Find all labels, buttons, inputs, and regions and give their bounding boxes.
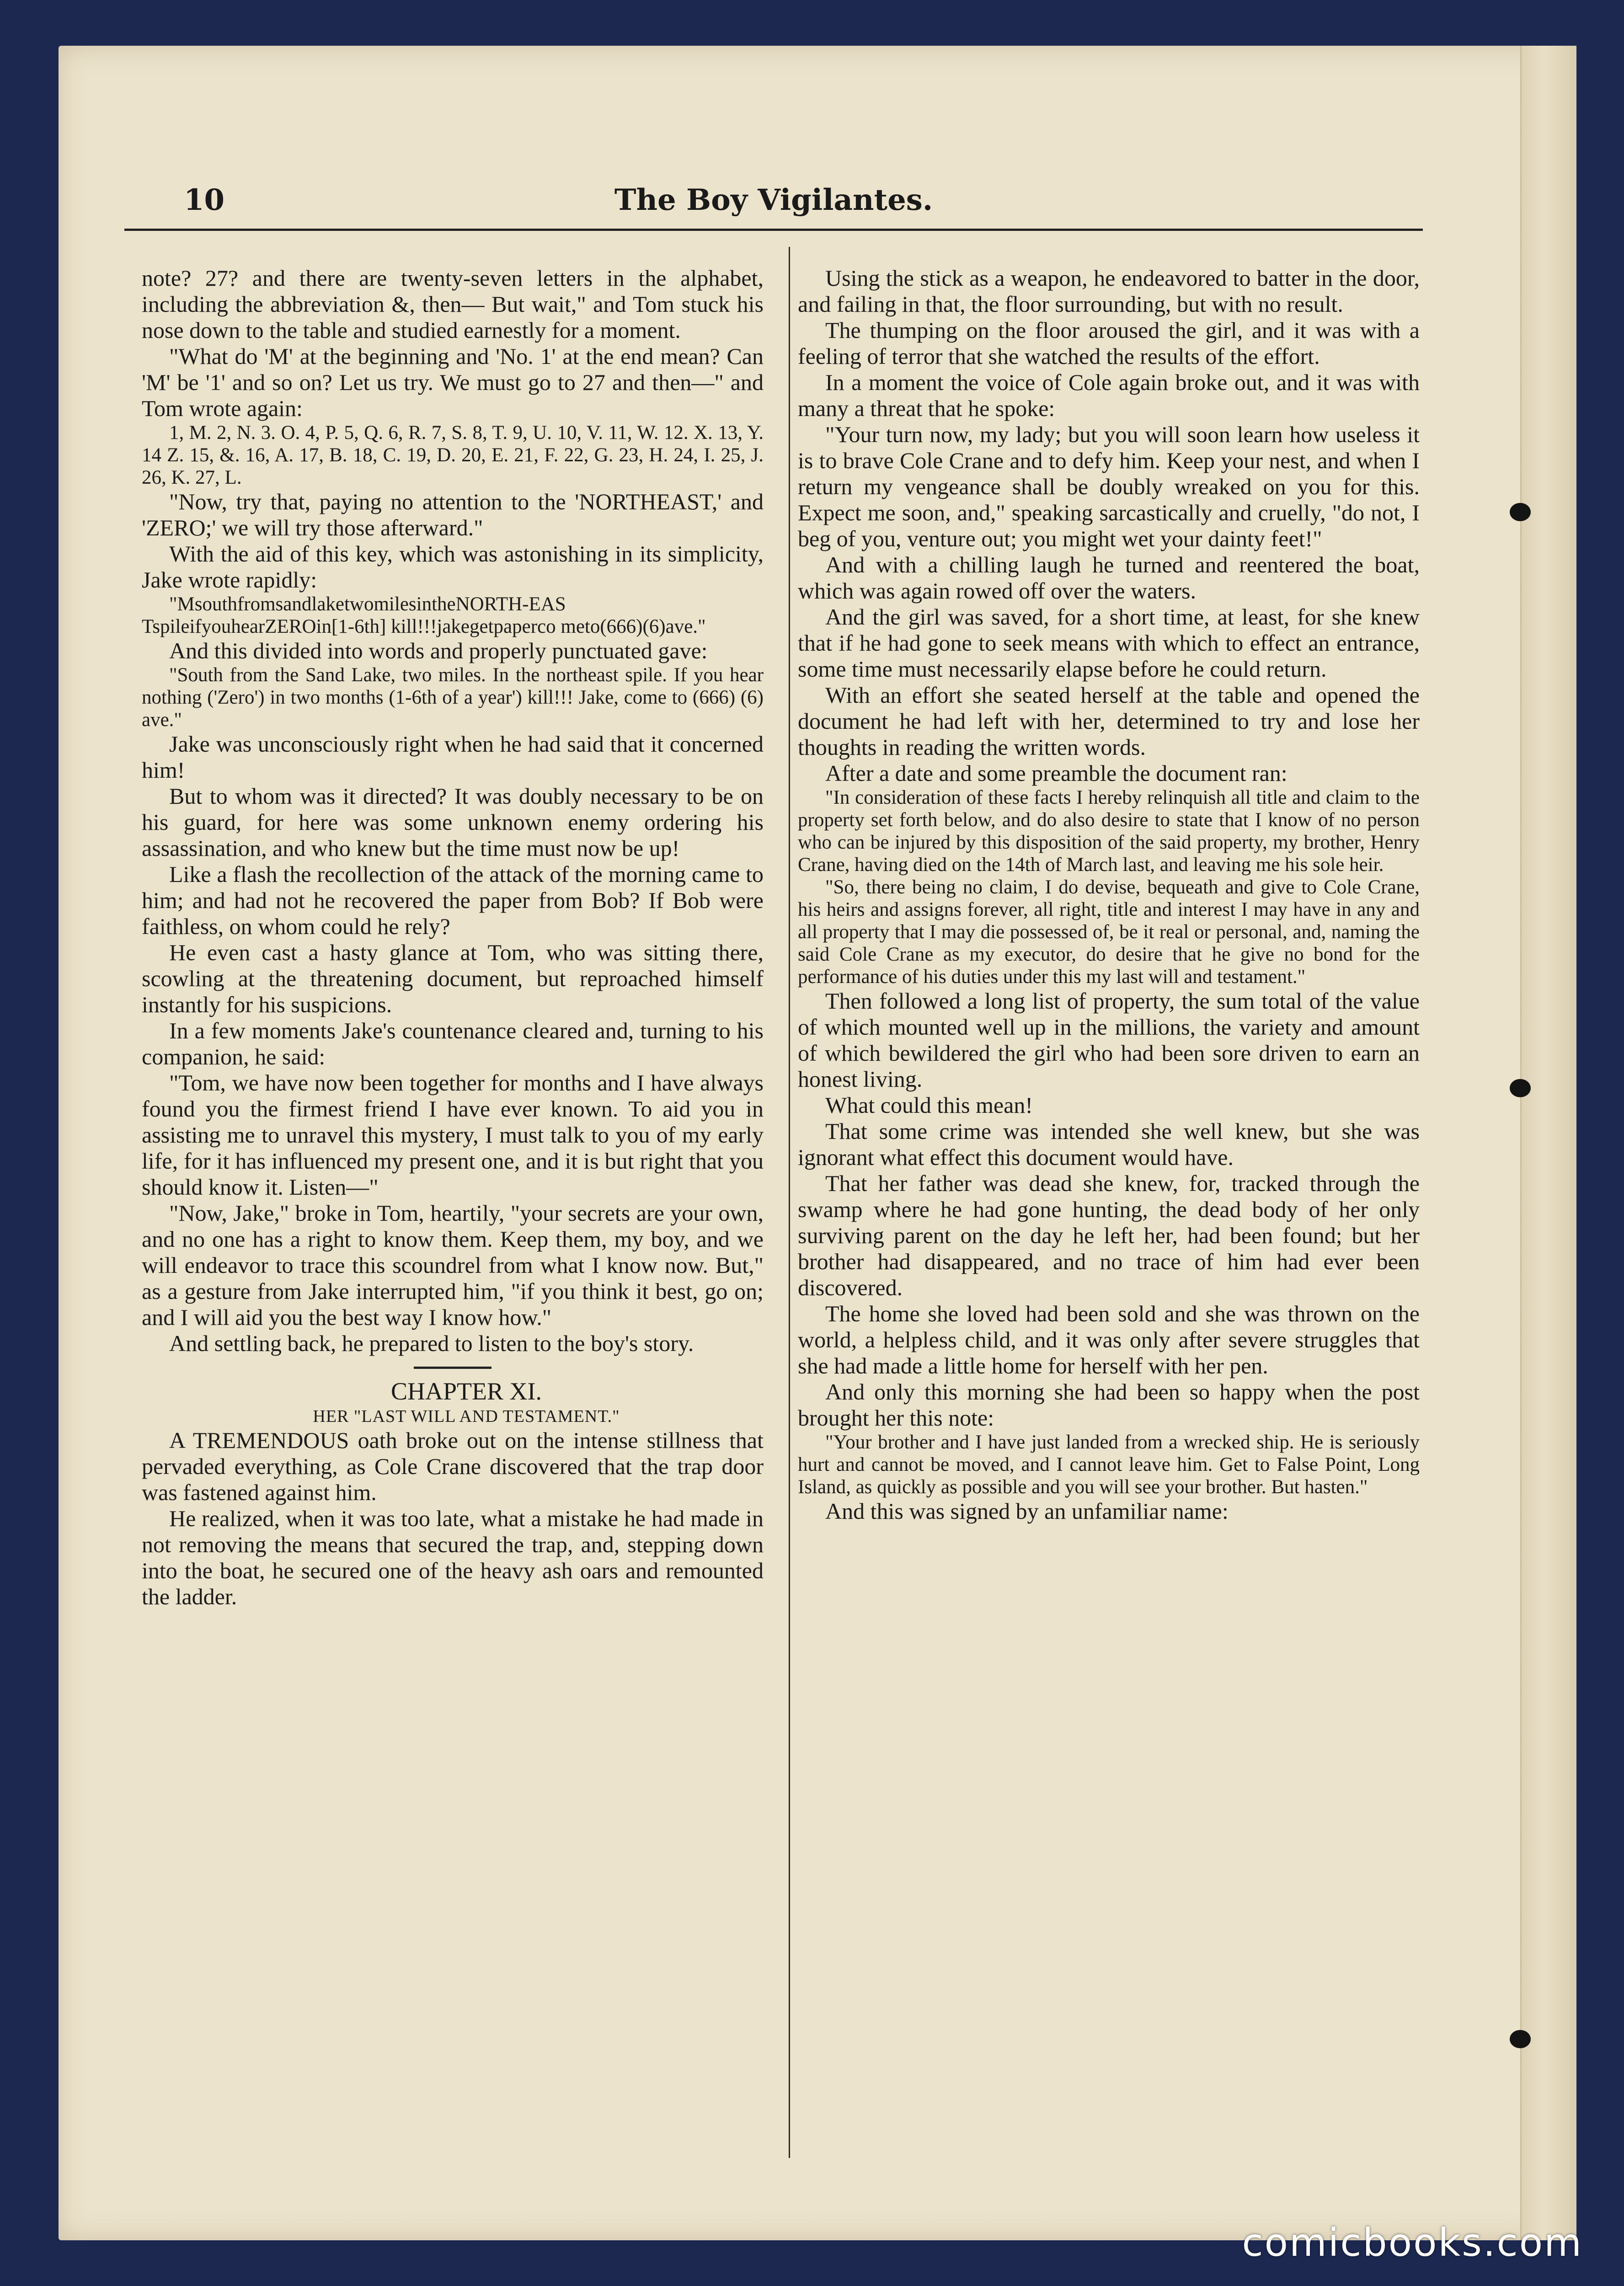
paragraph: That some crime was intended she well knew, but she was ignorant what effect this document would have.	[798, 1118, 1420, 1170]
paragraph: But to whom was it directed? It was doubly necessary to be on his guard, for here was some unknown enemy ordering his assassination, and who knew but the time must now be up!	[142, 783, 764, 861]
paragraph: "Now, Jake," broke in Tom, heartily, "your secrets are your own, and no one has a right to know them. Keep them, my boy, and we will endeavor to trace this scoundrel from what I know now. But," as a gesture from Jake interrupted him, "if you think it best, go on; and I will aid you the best way I know how."	[142, 1200, 764, 1330]
cipher-key: 1, M. 2, N. 3. O. 4, P. 5, Q. 6, R. 7, S. 8, T. 9, U. 10, V. 11, W. 12. X. 13, Y. 14 Z. 15, &. 16, A. 17, B. 18, C. 19, D. 20, E. 21, F. 22, G. 23, H. 24, I. 25, J. 26, K. 27, L.	[142, 422, 764, 488]
paragraph: And this divided into words and properly punctuated gave:	[169, 638, 708, 663]
paragraph: In a few moments Jake's countenance cleared and, turning to his companion, he said:	[142, 1018, 764, 1069]
paragraph: The thumping on the floor aroused the girl, and it was with a feeling of terror that she watched the results of the effort.	[798, 317, 1420, 369]
page-number: 10	[184, 183, 225, 217]
chapter-subtitle: HER "LAST WILL AND TESTAMENT."	[313, 1407, 620, 1426]
paragraph: After a date and some preamble the document ran:	[825, 760, 1287, 786]
page-header	[124, 178, 1423, 231]
paragraph: With an effort she seated herself at the table and opened the document he had left with her, determined to try and lose her thoughts in reading the written words.	[798, 682, 1420, 760]
right-column	[798, 265, 1420, 2149]
paragraph: And settling back, he prepared to listen to the boy's story.	[169, 1330, 694, 1356]
binding-hole	[1510, 2030, 1531, 2048]
paragraph: That her father was dead she knew, for, tracked through the swamp where he had gone hunting, the dead body of her only surviving parent on the day he left her, had been found; but her brother had disappeared, and no trace of him had ever been discovered.	[798, 1170, 1420, 1300]
paragraph: And this was signed by an unfamiliar name:	[825, 1498, 1229, 1524]
page-spine	[1520, 46, 1576, 2240]
paragraph: "Your turn now, my lady; but you will soon learn how useless it is to brave Cole Crane and to defy him. Keep your nest, and when I return my vengeance shall be doubly wreaked on you for this. Expect me soon, and," speaking sarcastically and cruelly, "do not, I beg of you, venture out; you might wet your dainty feet!"	[798, 422, 1420, 551]
document-quote: "So, there being no claim, I do devise, bequeath and give to Cole Crane, his heirs and assigns forever, all right, title and interest I may have in any and all property that I may die possessed of, be it real or personal, and, naming the said Cole Crane as my executor, do desire that he give no bond for the performance of his duties under this my last will and testament."	[798, 876, 1420, 988]
column-divider	[789, 247, 790, 2158]
paragraph: A TREMENDOUS oath broke out on the intense stillness that pervaded everything, as Cole Crane discovered that the trap door was fastened against him.	[142, 1427, 764, 1505]
paragraph: "What do 'M' at the beginning and 'No. 1' at the end mean? Can 'M' be '1' and so on? Let us try. We must go to 27 and then—" and Tom wrote again:	[142, 343, 764, 421]
decoded-message: "South from the Sand Lake, two miles. In the northeast spile. If you hear nothing ('Zero') in two months (1-6th of a year') kill!!! Jake, come to (666) (6) ave."	[142, 664, 764, 731]
paragraph: Then followed a long list of property, the sum total of the value of which mounted well up in the millions, the variety and amount of which bewildered the girl who had been sore driven to earn an honest living.	[798, 988, 1420, 1092]
chapter-title: CHAPTER XI.	[390, 1378, 542, 1405]
paragraph: "Now, try that, paying no attention to the 'NORTHEAST,' and 'ZERO;' we will try those afterward."	[142, 489, 764, 540]
document-quote: "In consideration of these facts I hereby relinquish all title and claim to the property set forth below, and do also desire to state that I know of no person who can be injured by this disposition of the said property, my brother, Henry Crane, having died on the 14th of March last, and leaving me his sole heir.	[798, 787, 1420, 876]
paragraph: Like a flash the recollection of the attack of the morning came to him; and had not he recovered the paper from Bob? If Bob were faithless, on whom could he rely?	[142, 861, 764, 939]
paragraph: With the aid of this key, which was astonishing in its simplicity, Jake wrote rapidly:	[142, 541, 764, 593]
paragraph: Using the stick as a weapon, he endeavored to batter in the door, and failing in that, the floor surrounding, but with no result.	[798, 265, 1420, 317]
paragraph: Jake was unconsciously right when he had said that it concerned him!	[142, 731, 764, 783]
paragraph: note? 27? and there are twenty-seven letters in the alphabet, including the abbreviation &, then— But wait," and Tom stuck his nose down to the table and studied earnestly for a moment.	[142, 265, 764, 343]
paragraph: And the girl was saved, for a short time, at least, for she knew that if he had gone to seek means with which to effect an entrance, some time must necessarily elapse before he could return.	[798, 604, 1420, 682]
paragraph: He realized, when it was too late, what a mistake he had made in not removing the means that secured the trap, and, stepping down into the boat, he secured one of the heavy ash oars and remounted the ladder.	[142, 1506, 764, 1609]
paragraph: The home she loved had been sold and she was thrown on the world, a helpless child, and it was only after severe struggles that she had made a little home for herself with her pen.	[798, 1301, 1420, 1378]
note-quote: "Your brother and I have just landed from a wrecked ship. He is seriously hurt and cannot be moved, and I cannot leave him. Get to False Point, Long Island, as quickly as possible and you will see your brother. But hasten."	[798, 1431, 1420, 1498]
paragraph: And only this morning she had been so happy when the post brought her this note:	[798, 1379, 1420, 1431]
paragraph: What could this mean!	[825, 1092, 1033, 1118]
binding-hole	[1510, 1079, 1531, 1097]
paragraph: And with a chilling laugh he turned and reentered the boat, which was again rowed off over the waters.	[798, 552, 1420, 604]
paragraph: "Tom, we have now been together for months and I have always found you the firmest friend I have ever known. To aid you in assisting me to unravel this mystery, I must talk to you of my early life, for it has influenced my present one, and it is but right that you should know it. Listen—"	[142, 1070, 764, 1200]
left-column	[142, 265, 764, 2149]
cipher-text: "MsouthfromsandlaketwomilesintheNORTH-EAS TspileifyouhearZEROin[1-6th] kill!!!jakegetpaperco meto(666)(6)ave."	[142, 593, 706, 637]
binding-hole	[1510, 503, 1531, 521]
chapter-rule	[414, 1367, 491, 1369]
paragraph: He even cast a hasty glance at Tom, who was sitting there, scowling at the threatening document, but reproached himself instantly for his suspicions.	[142, 940, 764, 1017]
paragraph: In a moment the voice of Cole again broke out, and it was with many a threat that he spoke:	[798, 369, 1420, 421]
running-title: The Boy Vigilantes.	[614, 183, 933, 217]
watermark: comicbooks.com	[1242, 2220, 1583, 2265]
